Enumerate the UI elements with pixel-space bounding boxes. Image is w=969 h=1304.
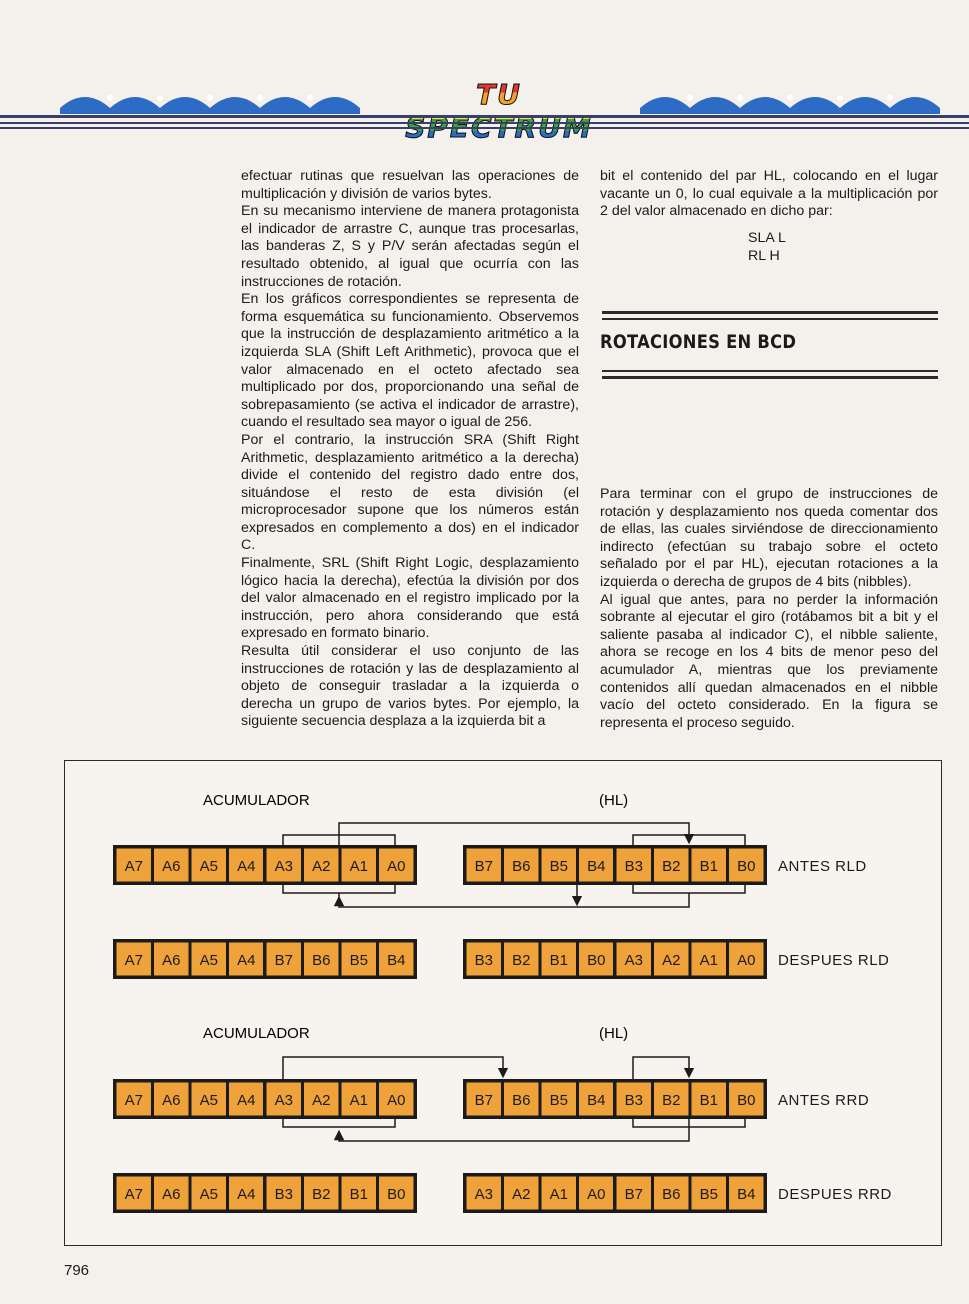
right-column-text xyxy=(600,168,938,265)
bit-label: B0 xyxy=(737,858,756,875)
bit-label: B1 xyxy=(549,952,568,969)
paragraph: Para terminar con el grupo de instrucciones de rotación y desplazamiento nos queda comentar dos de ellas, las cuales sirviéndose de direccionamiento indirecto (efectúan su trabajo sobre el octeto señalado por el par HL), ejecutan rotaciones a la izquierda o derecha de grupos de 4 bits (nibbles). xyxy=(600,486,938,590)
bit-label: B4 xyxy=(587,858,606,875)
bit-label: A7 xyxy=(124,858,143,875)
accumulator-label: ACUMULADOR xyxy=(203,1025,310,1042)
bit-label: A2 xyxy=(662,952,681,969)
left-column-text xyxy=(241,168,579,731)
bit-label: B1 xyxy=(349,1186,368,1203)
code-listing xyxy=(600,229,938,265)
bit-label: B5 xyxy=(549,1092,568,1109)
heading-rule-top xyxy=(602,318,938,320)
bit-label: B2 xyxy=(312,1186,331,1203)
bit-label: A2 xyxy=(312,1092,331,1109)
space-invader-right-decoration xyxy=(640,80,940,114)
space-invader-left-decoration xyxy=(60,80,360,114)
bit-label: A5 xyxy=(199,858,218,875)
bit-label: A6 xyxy=(162,1186,181,1203)
bit-label: A6 xyxy=(162,1092,181,1109)
bit-label: A1 xyxy=(549,1186,568,1203)
bit-label: A3 xyxy=(274,1092,293,1109)
bit-label: B5 xyxy=(549,858,568,875)
rld-rrd-figure xyxy=(64,760,942,1246)
bit-label: A0 xyxy=(387,1092,406,1109)
bit-label: B6 xyxy=(512,1092,531,1109)
hl-label: (HL) xyxy=(599,792,629,809)
paragraph: En su mecanismo interviene de manera protagonista el indicador de arrastre C, aunque tras procesarlas, las banderas Z, S y P/V serán afectadas según el resultado obtenido, al igual que ocurría con las instrucciones de rotación. xyxy=(241,203,579,290)
bit-label: B6 xyxy=(312,952,331,969)
nibble-divider xyxy=(613,939,617,979)
figure-diagram xyxy=(65,761,941,1245)
bit-label: B0 xyxy=(387,1186,406,1203)
paragraph: En los gráficos correspondientes se representa de forma esquemática su funcionamiento. Observemos que la instrucción de desplazamiento aritmético a la izquierda SLA (Shift Left Arithmetic), provoca que el valor almacenado en el octeto afectado sea multiplicado por dos, proporcionando una señal de sobrepasamiento (se activa el indicador de arrastre), cuando el resultado sea mayor o igual de 256. xyxy=(241,291,579,431)
bit-label: B4 xyxy=(737,1186,756,1203)
page-number: 796 xyxy=(64,1262,90,1279)
bit-label: B2 xyxy=(662,1092,681,1109)
section-heading: ROTACIONES EN BCD xyxy=(600,331,797,353)
bit-label: A0 xyxy=(737,952,756,969)
bit-label: B3 xyxy=(624,1092,643,1109)
heading-rule-top xyxy=(602,311,938,314)
paragraph: efectuar rutinas que resuelvan las operaciones de multiplicación y división de varios bytes. xyxy=(241,168,579,202)
bit-label: A4 xyxy=(237,1186,256,1203)
nibble-divider xyxy=(613,1173,617,1213)
bit-label: A3 xyxy=(624,952,643,969)
right-column-text xyxy=(600,486,938,732)
bit-label: B5 xyxy=(699,1186,718,1203)
header-rule xyxy=(0,122,969,124)
bit-label: B5 xyxy=(349,952,368,969)
bit-label: B0 xyxy=(737,1092,756,1109)
paragraph: Finalmente, SRL (Shift Right Logic, desplazamiento lógico hacia la derecha), efectúa la división por dos del valor almacenado en el registro implicado por la instrucción, pero ahora considerando que está expresado en formato binario. xyxy=(241,555,579,642)
bit-label: A7 xyxy=(124,952,143,969)
bit-label: A2 xyxy=(312,858,331,875)
bit-label: A4 xyxy=(237,858,256,875)
paragraph: Por el contrario, la instrucción SRA (Shift Right Arithmetic, desplazamiento aritmético a la derecha) divide el contenido del registro dado entre dos, situándose el resto de esta división (el microprocesador supone que los números están expresados en complemento a dos) en el indicador C. xyxy=(241,431,579,554)
bit-label: A5 xyxy=(199,1186,218,1203)
bit-label: A5 xyxy=(199,1092,218,1109)
bit-label: B3 xyxy=(474,952,493,969)
bit-label: B2 xyxy=(662,858,681,875)
hl-label: (HL) xyxy=(599,1025,629,1042)
bit-label: A6 xyxy=(162,858,181,875)
bit-label: B3 xyxy=(624,858,643,875)
bit-label: A4 xyxy=(237,952,256,969)
bit-label: A7 xyxy=(124,1092,143,1109)
paragraph: Al igual que antes, para no perder la información sobrante al ejecutar el giro (rotábamos bit a bit y el saliente pasaba al indicador C), el nibble saliente, ahora se recoge en los 4 bits de menor peso del acumulador A, mientras que los previamente contenidos allí quedan almacenados en el nibble vacío del octeto considerado. En la figura se representa el proceso seguido. xyxy=(600,591,938,731)
nibble-divider xyxy=(613,1079,617,1119)
header-rule xyxy=(0,115,969,118)
accumulator-label: ACUMULADOR xyxy=(203,792,310,809)
nibble-divider xyxy=(613,845,617,885)
nibble-divider xyxy=(263,1173,267,1213)
paragraph: Resulta útil considerar el uso conjunto de las instrucciones de rotación y las de desplazamiento al objeto de conseguir trasladar a la izquierda o derecha un grupo de varios bytes. Por ejemplo, la siguiente secuencia desplaza a la izquierda bit a xyxy=(241,643,579,730)
bit-label: A6 xyxy=(162,952,181,969)
bit-label: B1 xyxy=(699,1092,718,1109)
bit-label: A1 xyxy=(699,952,718,969)
bit-label: A4 xyxy=(237,1092,256,1109)
bit-label: A0 xyxy=(387,858,406,875)
row-label: ANTES RLD xyxy=(778,858,867,875)
nibble-divider xyxy=(263,845,267,885)
bit-label: B1 xyxy=(699,858,718,875)
bit-label: A1 xyxy=(349,1092,368,1109)
paragraph: bit el contenido del par HL, colocando en el lugar vacante un 0, lo cual equivale a la multiplicación por 2 del valor almacenado en dicho par: xyxy=(600,168,938,220)
bit-label: B0 xyxy=(587,952,606,969)
row-label: DESPUES RLD xyxy=(778,952,890,969)
row-label: ANTES RRD xyxy=(778,1092,870,1109)
bit-label: A3 xyxy=(274,858,293,875)
nibble-divider xyxy=(263,1079,267,1119)
bit-label: A3 xyxy=(474,1186,493,1203)
bit-label: A7 xyxy=(124,1186,143,1203)
nibble-divider xyxy=(263,939,267,979)
bit-label: A5 xyxy=(199,952,218,969)
heading-rule-bottom xyxy=(602,376,938,379)
bit-label: A1 xyxy=(349,858,368,875)
row-label: DESPUES RRD xyxy=(778,1186,892,1203)
bit-label: B4 xyxy=(387,952,406,969)
bit-label: B6 xyxy=(662,1186,681,1203)
heading-rule-bottom xyxy=(602,370,938,372)
code-line: SLA L xyxy=(748,229,786,246)
bit-label: B3 xyxy=(274,1186,293,1203)
page-header xyxy=(0,60,969,135)
bit-label: B4 xyxy=(587,1092,606,1109)
bit-label: B6 xyxy=(512,858,531,875)
bit-label: B7 xyxy=(274,952,293,969)
bit-label: B2 xyxy=(512,952,531,969)
bit-label: B7 xyxy=(474,1092,493,1109)
code-line: RL H xyxy=(748,247,780,264)
magazine-section-title: TU xyxy=(388,78,610,144)
header-rule xyxy=(0,127,969,129)
bit-label: B7 xyxy=(474,858,493,875)
bit-label: A2 xyxy=(512,1186,531,1203)
bit-label: A0 xyxy=(587,1186,606,1203)
bit-label: B7 xyxy=(624,1186,643,1203)
